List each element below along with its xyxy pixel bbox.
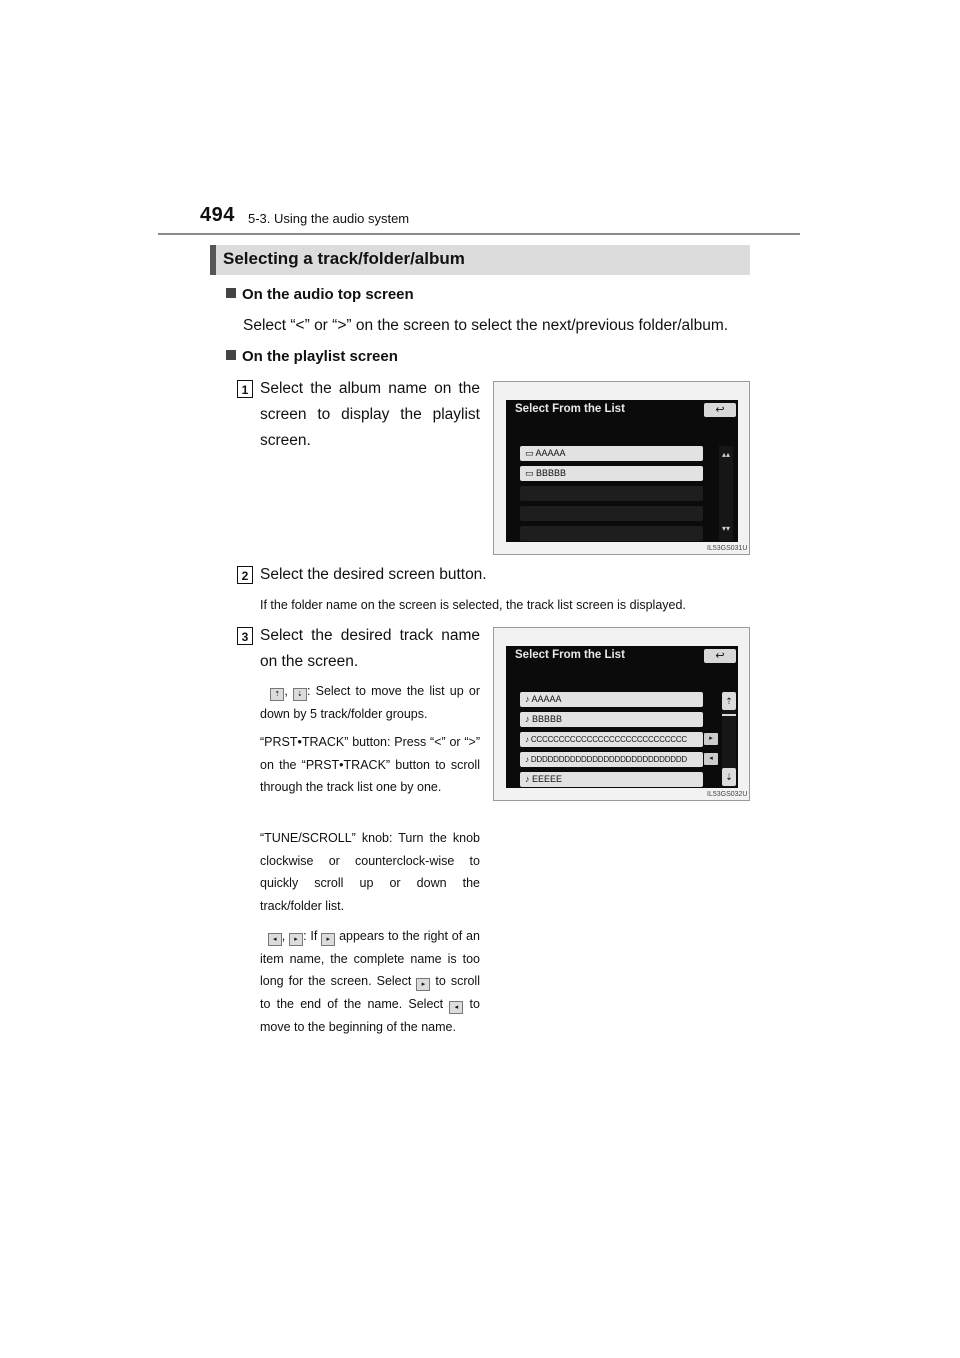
scroll-begin-icon: ◂ [449, 1001, 463, 1014]
step-badge-3: 3 [237, 627, 253, 645]
step2-text: Select the desired screen button. [260, 566, 487, 583]
header-rule [158, 233, 800, 235]
scroll-up-icon[interactable]: ▴▴ [721, 450, 731, 459]
page-number: 494 [200, 204, 235, 226]
back-button[interactable]: ↩ [704, 403, 736, 417]
screenshot-album-list [493, 381, 750, 555]
image-code: IL53GS031U [707, 545, 748, 552]
subheading-top-screen: On the audio top screen [226, 286, 414, 303]
step-badge-2: 2 [237, 566, 253, 584]
scroll-end-icon: ▸ [321, 933, 335, 946]
page-up-button[interactable]: ⇡ [722, 692, 736, 710]
music-note-icon: ♪ [525, 755, 529, 764]
scroll-to-beginning-button[interactable]: ◂ [704, 753, 718, 765]
back-button[interactable]: ↩ [704, 649, 736, 663]
section-reference: 5-3. Using the audio system [248, 211, 410, 226]
subheading-playlist-screen: On the playlist screen [226, 348, 398, 365]
desc-prst-track: “PRST•TRACK” button: Press “<” or “>” on the “PRST•TRACK” button to scroll through the track list one by one. [260, 735, 480, 795]
scroll-begin-icon: ◂ [268, 933, 282, 946]
scroll-end-icon: ▸ [416, 978, 430, 991]
list-item-track-c[interactable]: ♪ CCCCCCCCCCCCCCCCCCCCCCCCCCCC [520, 732, 703, 747]
list-item-track-d[interactable]: ♪ DDDDDDDDDDDDDDDDDDDDDDDDDDDD [520, 752, 703, 767]
step2-note: If the folder name on the screen is selected, the track list screen is displayed. [260, 598, 686, 612]
list-item-empty [520, 526, 703, 541]
folder-icon: ▭ [525, 448, 536, 458]
list-item-track-a[interactable]: ♪ AAAAA [520, 692, 703, 707]
image-code: IL53GS032U [707, 791, 748, 798]
music-note-icon: ♪ [525, 735, 529, 744]
screen-title: Select From the List [515, 403, 625, 415]
scroll-to-end-button[interactable]: ▸ [704, 733, 718, 745]
list-item-track-b[interactable]: ♪ BBBBB [520, 712, 703, 727]
square-bullet-icon [226, 288, 236, 298]
page-up-icon: ⇡ [270, 688, 284, 701]
step1-text: Select the album name on the screen to display the playlist screen. [260, 380, 480, 449]
list-item-empty [520, 506, 703, 521]
list-item-album-b[interactable]: ▭ BBBBB [520, 466, 703, 481]
top-screen-text: Select “<” or “>” on the screen to select the next/previous folder/album. [243, 317, 729, 334]
scroll-end-icon: ▸ [289, 933, 303, 946]
section-title: Selecting a track/folder/album [223, 249, 465, 268]
scroll-down-icon[interactable]: ▾▾ [721, 524, 731, 533]
folder-icon: ▭ [525, 468, 537, 478]
music-note-icon: ♪ [525, 774, 530, 784]
list-item-empty [520, 486, 703, 501]
music-note-icon: ♪ [525, 694, 530, 704]
square-bullet-icon [226, 350, 236, 360]
step3-text: Select the desired track name on the screen. [260, 627, 480, 670]
list-item-track-e[interactable]: ♪ EEEEE [520, 772, 703, 787]
screen-title: Select From the List [515, 649, 625, 661]
music-note-icon: ♪ [525, 714, 530, 724]
step-badge-1: 1 [237, 380, 253, 398]
screenshot-track-list [493, 627, 750, 801]
scroll-thumb[interactable] [722, 714, 736, 716]
page-down-button[interactable]: ⇣ [722, 768, 736, 786]
page-down-icon: ⇣ [293, 688, 307, 701]
desc-left-right: ◂ , ▸ : If ▸ appears to the right of an item name, the complete name is too long for the screen. Select ▸ to scroll to the end of the name. Select ◂ to move to the beginning of the name. [260, 929, 480, 1034]
list-item-album-a[interactable]: ▭ AAAAA [520, 446, 703, 461]
display-screen [506, 400, 738, 542]
desc-tune-scroll: “TUNE/SCROLL” knob: Turn the knob clockwise or counterclock-wise to quickly scroll up or down the track/folder list. [260, 831, 480, 914]
display-screen [506, 646, 738, 788]
desc-up-down: ⇡ , ⇣ : Select to move the list up or down by 5 track/folder groups. [260, 684, 480, 721]
